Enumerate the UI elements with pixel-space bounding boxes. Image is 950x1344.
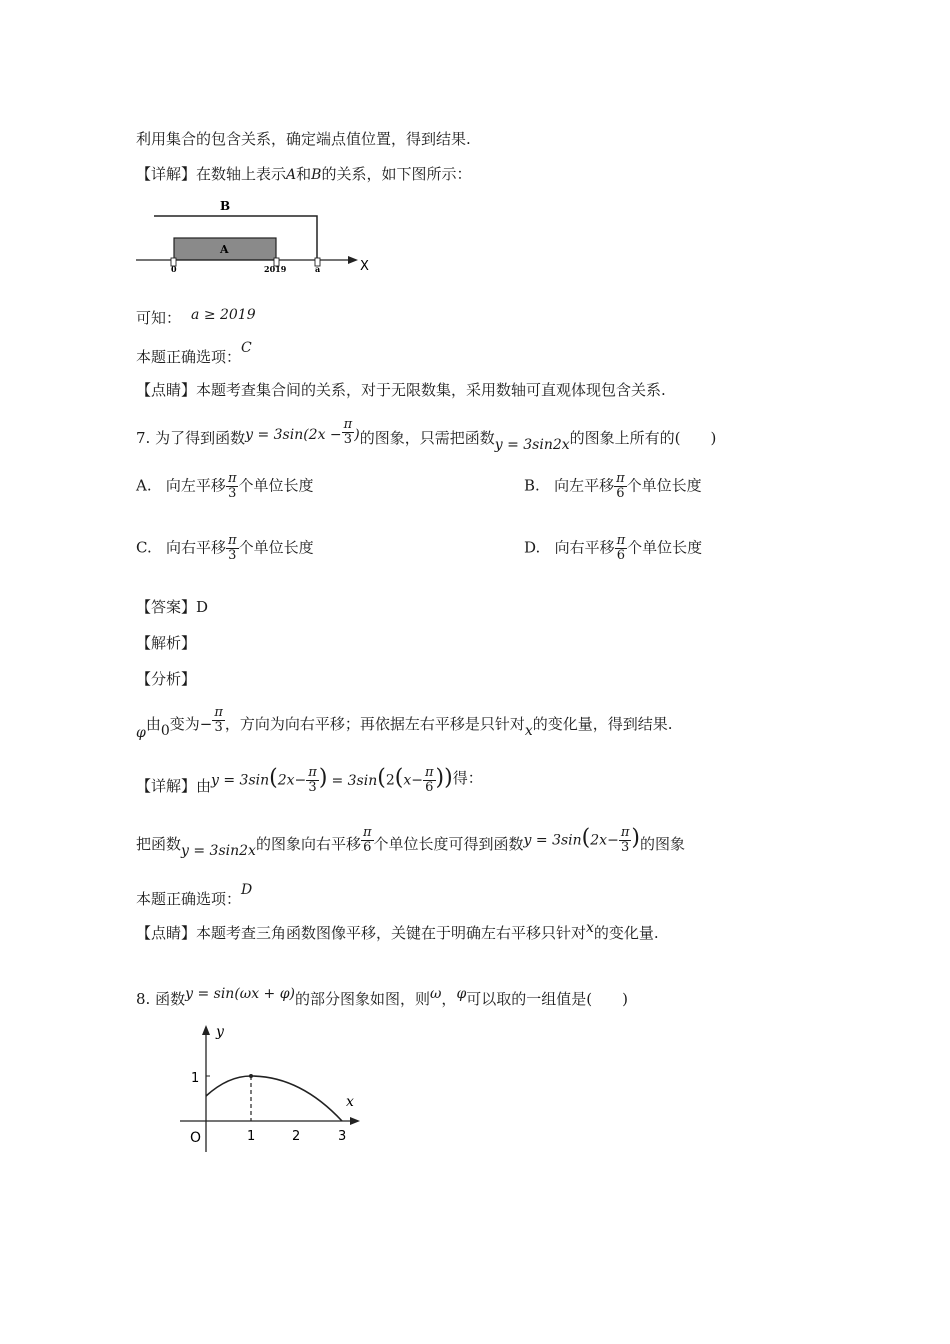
correct-7 — [136, 884, 252, 907]
den: 6 — [361, 840, 374, 855]
den: 3 — [342, 432, 355, 447]
math-x: x — [524, 722, 533, 739]
paren-close: ) — [318, 765, 328, 791]
text: ，方向为向右平移；再依据左右平移是只针对 — [224, 714, 525, 733]
text: 可知： — [136, 309, 182, 327]
shift-statement-7 — [136, 826, 685, 868]
math: 2 — [385, 772, 395, 789]
text: 【解析】 — [136, 634, 197, 652]
paragraph-remark-6 — [136, 379, 666, 401]
option-a[interactable] — [136, 472, 314, 501]
text: 【分析】 — [136, 670, 197, 688]
den: 3 — [212, 720, 225, 735]
num: π — [424, 765, 434, 780]
text: 的关系，如下图所示： — [321, 165, 472, 183]
text: 变为− — [169, 714, 213, 733]
axis-label-x: X — [360, 259, 369, 274]
num: π — [616, 471, 625, 486]
question-8-stem — [136, 988, 628, 1011]
paragraph-conclusion — [136, 303, 256, 326]
answer-7 — [136, 596, 208, 618]
option-text: 个单位长度 — [238, 538, 314, 557]
num: π — [214, 705, 223, 720]
text: 的变化量. — [593, 924, 659, 942]
den: 3 — [306, 780, 319, 795]
answer-d: D — [241, 882, 253, 898]
num: π — [620, 825, 630, 840]
paren-open: ( — [269, 765, 278, 791]
fraction-pi-6 — [423, 766, 436, 795]
x-tick-1: 1 — [247, 1129, 256, 1144]
text: 【点睛】本题考查三角函数图像平移，关键在于明确左右平移只针对 — [136, 924, 587, 942]
text: 和 — [296, 165, 312, 183]
math: y = 3sin — [523, 832, 582, 849]
text: 本题正确选项： — [136, 348, 242, 366]
math: 2x− — [590, 832, 619, 849]
fraction — [614, 472, 627, 501]
paragraph-analysis-end — [136, 128, 471, 150]
axis-arrow — [348, 256, 358, 264]
paren-open: ( — [377, 765, 386, 791]
y-tick-1: 1 — [191, 1071, 200, 1086]
math-fn: y = sin(ωx + φ) — [185, 986, 295, 1002]
fraction-pi-3 — [306, 766, 319, 795]
math: 2x− — [277, 772, 307, 789]
num: π — [362, 825, 372, 840]
answer-c: C — [241, 340, 252, 356]
text: 的部分图象如图，则 — [294, 990, 430, 1008]
x-tick-2: 2 — [292, 1129, 301, 1144]
tick-2019: 2019 — [264, 264, 287, 274]
number-line-figure — [134, 196, 384, 278]
text: 【详解】由 — [136, 776, 212, 795]
fraction-pi-3 — [212, 706, 225, 735]
option-text: 个单位长度 — [627, 538, 703, 557]
text: 的图象 — [639, 834, 685, 853]
num: π — [228, 533, 237, 548]
math-x: x — [586, 920, 594, 936]
text: 【答案】D — [136, 598, 209, 616]
text: ， — [441, 990, 457, 1008]
option-text: 向右平移 — [554, 538, 615, 557]
x-label: x — [346, 1094, 354, 1110]
paragraph-answer-6 — [136, 342, 252, 365]
text: 把函数 — [136, 834, 182, 853]
math-phi: φ — [456, 986, 467, 1002]
fraction-pi-3 — [619, 826, 632, 855]
text: 【点睛】本题考查集合间的关系，对于无限数集，采用数轴可直观体现包含关系. — [136, 381, 666, 399]
math-fn2: y = 3sin2x — [494, 436, 570, 453]
remark-7 — [136, 922, 659, 945]
option-label: D. — [524, 538, 541, 557]
text: 【详解】在数轴上表示 — [136, 165, 287, 183]
text: 利用集合的包含关系，确定端点值位置，得到结果. — [136, 130, 471, 148]
math-a: A — [286, 167, 297, 183]
tick-0: 0 — [171, 264, 177, 274]
fraction — [226, 472, 239, 501]
text: 的变化量，得到结果. — [532, 714, 673, 733]
text: 的图象向右平移 — [255, 834, 361, 853]
math-phi: φ — [136, 724, 146, 741]
option-text: 向左平移 — [165, 476, 226, 495]
text: 由 — [145, 714, 161, 733]
detail-7 — [136, 766, 483, 808]
paragraph-detail — [136, 163, 471, 186]
math: x− — [403, 772, 423, 789]
option-label: A. — [136, 476, 152, 495]
paren-close: )) — [435, 765, 453, 791]
text: 8. 函数 — [136, 990, 186, 1008]
origin-label: O — [190, 1130, 202, 1146]
den: 6 — [614, 486, 627, 501]
text: 个单位长度可得到函数 — [373, 834, 524, 853]
sine-curve — [206, 1076, 342, 1121]
y-label: y — [216, 1024, 224, 1040]
text: 的图象上所有的( ) — [569, 428, 717, 447]
option-label: C. — [136, 538, 152, 557]
option-c[interactable] — [136, 534, 314, 563]
num: π — [343, 417, 353, 432]
fenxi-7 — [136, 668, 196, 690]
math: y = 3sin2x — [181, 842, 256, 859]
fraction-pi-3 — [342, 418, 355, 447]
fraction-pi-6 — [361, 826, 374, 855]
paren-open: ( — [394, 765, 404, 791]
fraction — [226, 534, 239, 563]
label-a: A — [220, 243, 229, 256]
num: π — [616, 533, 626, 548]
math-inequality: a ≥ 2019 — [191, 307, 256, 323]
analysis-7 — [136, 706, 673, 746]
option-text: 个单位长度 — [626, 476, 702, 495]
den: 6 — [423, 780, 436, 795]
math-zero: 0 — [160, 722, 170, 739]
option-d[interactable] — [524, 534, 702, 563]
den: 6 — [615, 548, 628, 563]
math-b: B — [311, 167, 322, 183]
text: 的图象，只需把函数 — [359, 428, 495, 447]
math: y = 3sin — [211, 772, 270, 789]
tick-a: a — [315, 264, 321, 274]
den: 3 — [619, 840, 632, 855]
jiexi-7 — [136, 632, 196, 654]
den: 3 — [226, 548, 239, 563]
x-axis-arrow — [350, 1117, 360, 1125]
option-text: 向左平移 — [554, 476, 615, 495]
fraction — [615, 534, 628, 563]
label-b: B — [220, 199, 231, 213]
num: π — [227, 471, 237, 486]
math-paren: ) — [354, 426, 360, 443]
den: 3 — [226, 486, 239, 501]
text: 可以取的一组值是( ) — [466, 990, 628, 1008]
y-axis-arrow — [202, 1025, 210, 1035]
math-omega: ω — [430, 986, 442, 1002]
option-text: 向右平移 — [166, 538, 227, 557]
question-7-stem — [136, 418, 716, 458]
math-fn1: y = 3sin(2x − — [245, 426, 342, 443]
option-b[interactable] — [524, 472, 702, 501]
text: 得： — [452, 768, 483, 787]
text: 7. 为了得到函数 — [136, 428, 246, 447]
paren-open: ( — [581, 825, 591, 851]
text: 本题正确选项： — [136, 890, 242, 908]
option-label: B. — [524, 476, 540, 495]
x-tick-3: 3 — [338, 1129, 347, 1144]
option-text: 个单位长度 — [238, 476, 314, 495]
math: = 3sin — [331, 772, 378, 789]
num: π — [308, 765, 317, 780]
paren-close: ) — [631, 825, 640, 851]
sine-graph-figure — [170, 1020, 370, 1160]
